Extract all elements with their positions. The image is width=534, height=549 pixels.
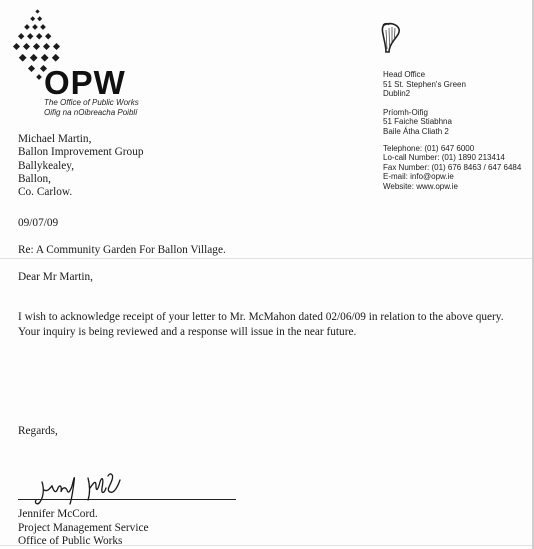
contact-fax: Fax Number: (01) 676 8463 / 647 6484: [383, 162, 522, 172]
contact-locall: Lo-call Number: (01) 1890 213414: [383, 153, 505, 163]
recipient-line: Ballon,: [18, 172, 51, 185]
signatory-office: Office of Public Works: [18, 535, 123, 547]
letter-salutation: Dear Mr Martin,: [18, 271, 93, 283]
office-address-block: [383, 70, 521, 192]
signature-line: [18, 499, 236, 500]
head-office-line: 51 St. Stephen's Green: [383, 79, 466, 89]
irish-address-line: Baile Átha Cliath 2: [383, 126, 449, 136]
head-office-line: Dublin2: [383, 89, 411, 99]
handwritten-signature: [30, 468, 160, 508]
letter-subject: Re: A Community Garden For Ballon Village.: [18, 244, 226, 256]
recipient-line: Co. Carlow.: [18, 186, 73, 199]
recipient-line: Ballon Improvement Group: [18, 146, 144, 159]
contact-website: Website: www.opw.ie: [383, 181, 458, 191]
logo-wordmark: OPW: [44, 64, 126, 101]
harp-crest-icon: [380, 22, 402, 54]
signatory-block: [18, 508, 149, 549]
recipient-line: Michael Martin,: [18, 133, 92, 145]
signatory-name: Jennifer McCord.: [18, 508, 98, 520]
logo-tagline-irish: Oifig na nOibreacha Poiblí: [44, 108, 138, 117]
letter-date: 09/07/09: [18, 217, 59, 229]
letter-body: I wish to acknowledge receipt of your letter to Mr. McMahon dated 02/06/09 in relation to the above query. Your inquiry is being reviewed and a response will issue in the near future.: [18, 311, 504, 338]
irish-address-line: 51 Faiche Stiabhna: [383, 117, 452, 127]
recipient-address: [18, 133, 144, 199]
contact-telephone: Telephone: (01) 647 6000: [383, 143, 475, 153]
contact-email: E-mail: info@opw.ie: [383, 172, 454, 182]
head-office-line: Head Office: [383, 70, 426, 79]
letter-closing: Regards,: [18, 425, 58, 437]
logo-tagline-english: The Office of Public Works: [44, 98, 139, 107]
recipient-line: Ballykealey,: [18, 159, 75, 172]
signatory-department: Project Management Service: [18, 521, 149, 534]
paper-fold-line: [0, 258, 534, 259]
irish-address-line: Príomh-Oifig: [383, 107, 428, 117]
